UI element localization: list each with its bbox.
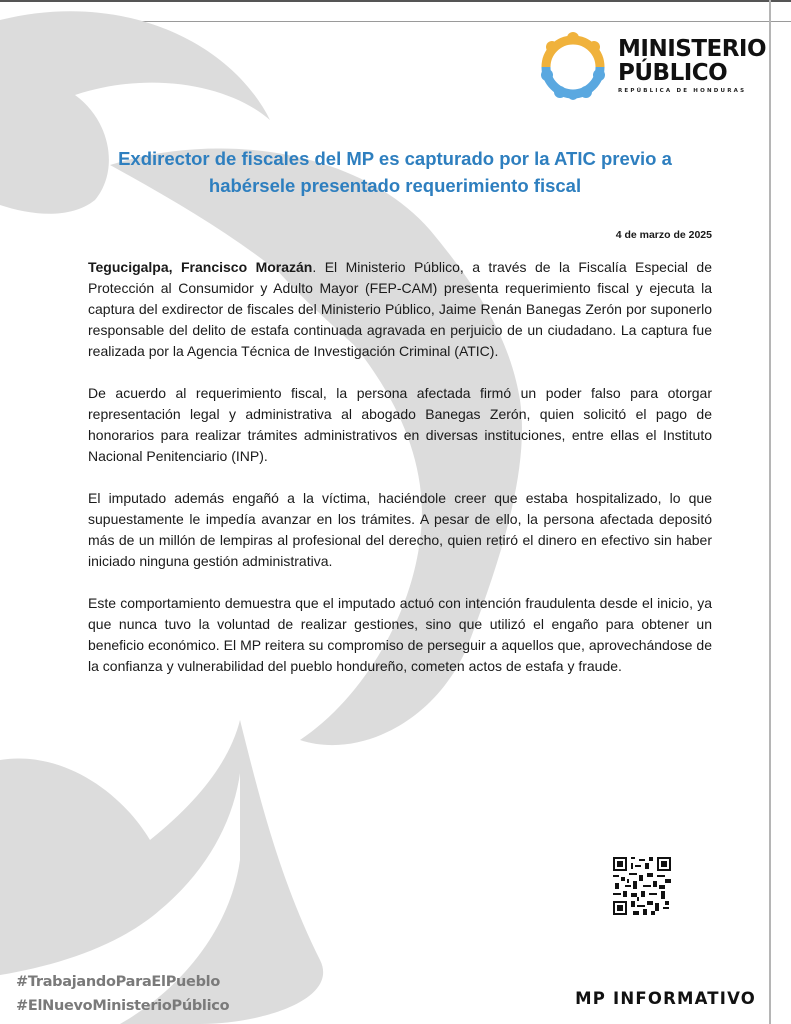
logo-title-line2: PÚBLICO <box>618 60 728 86</box>
hashtags <box>16 970 229 1018</box>
dateline: Tegucigalpa, Francisco Morazán <box>88 259 313 275</box>
article-title: Exdirector de fiscales del MP es capturado por la ATIC previo a habérsele presentado requerimiento fiscal <box>118 148 672 197</box>
paragraph-3: El imputado además engañó a la víctima, haciéndole creer que estaba hospitalizado, lo que supuestamente le impedía avanzar en los trámites. A pesar de ello, la persona afectada depositó más de un millón de lempiras al profesional del derecho, quien retiró el dinero en efectivo sin haber iniciado ninguna gestión administrativa. <box>88 490 712 569</box>
logo-subtitle: REPÚBLICA DE HONDURAS <box>618 88 747 94</box>
ministerio-publico-logo <box>538 28 768 103</box>
hashtag-nuevo-mp: #ElNuevoMinisterioPúblico <box>16 998 230 1014</box>
logo-title-line1: MINISTERIO <box>618 36 767 62</box>
people-circle-icon <box>538 31 608 101</box>
hashtag-trabajando: #TrabajandoParaElPueblo <box>16 974 220 990</box>
article-date: 4 de marzo de 2025 <box>615 229 712 241</box>
article-body <box>88 257 712 698</box>
qr-code-icon[interactable] <box>613 857 671 915</box>
mp-informativo-label: MP INFORMATIVO <box>575 989 756 1008</box>
paragraph-4: Este comportamiento demuestra que el imputado actuó con intención fraudulenta desde el inicio, ya que nunca tuvo la voluntad de realizar gestiones, sino que utilizó el engaño para obtener un beneficio económico. El MP reitera su compromiso de perseguir a aquellos que, aprovechándose de la confianza y vulnerabilidad del pueblo hondureño, cometen actos de estafa y fraude. <box>88 595 712 674</box>
paragraph-1 <box>88 257 712 362</box>
paragraph-2: De acuerdo al requerimiento fiscal, la persona afectada firmó un poder falso para otorgar representación legal y administrativa al abogado Banegas Zerón, quien solicitó el pago de honorarios para realizar trámites administrativos en diversas instituciones, entre ellas el Instituto Nacional Penitenciario (INP). <box>88 385 712 464</box>
paragraph-1-text: . El Ministerio Público, a través de la Fiscalía Especial de Protección al Consumidor y Adulto Mayor (FEP-CAM) presenta requerimiento fiscal y ejecuta la captura del exdirector de fiscales del Ministerio Público, Jaime Renán Banegas Zerón por suponerlo responsable del delito de estafa continuada agravada en perjuicio de un ciudadano. La captura fue realizada por la Agencia Técnica de Investigación Criminal (ATIC). <box>88 259 712 359</box>
